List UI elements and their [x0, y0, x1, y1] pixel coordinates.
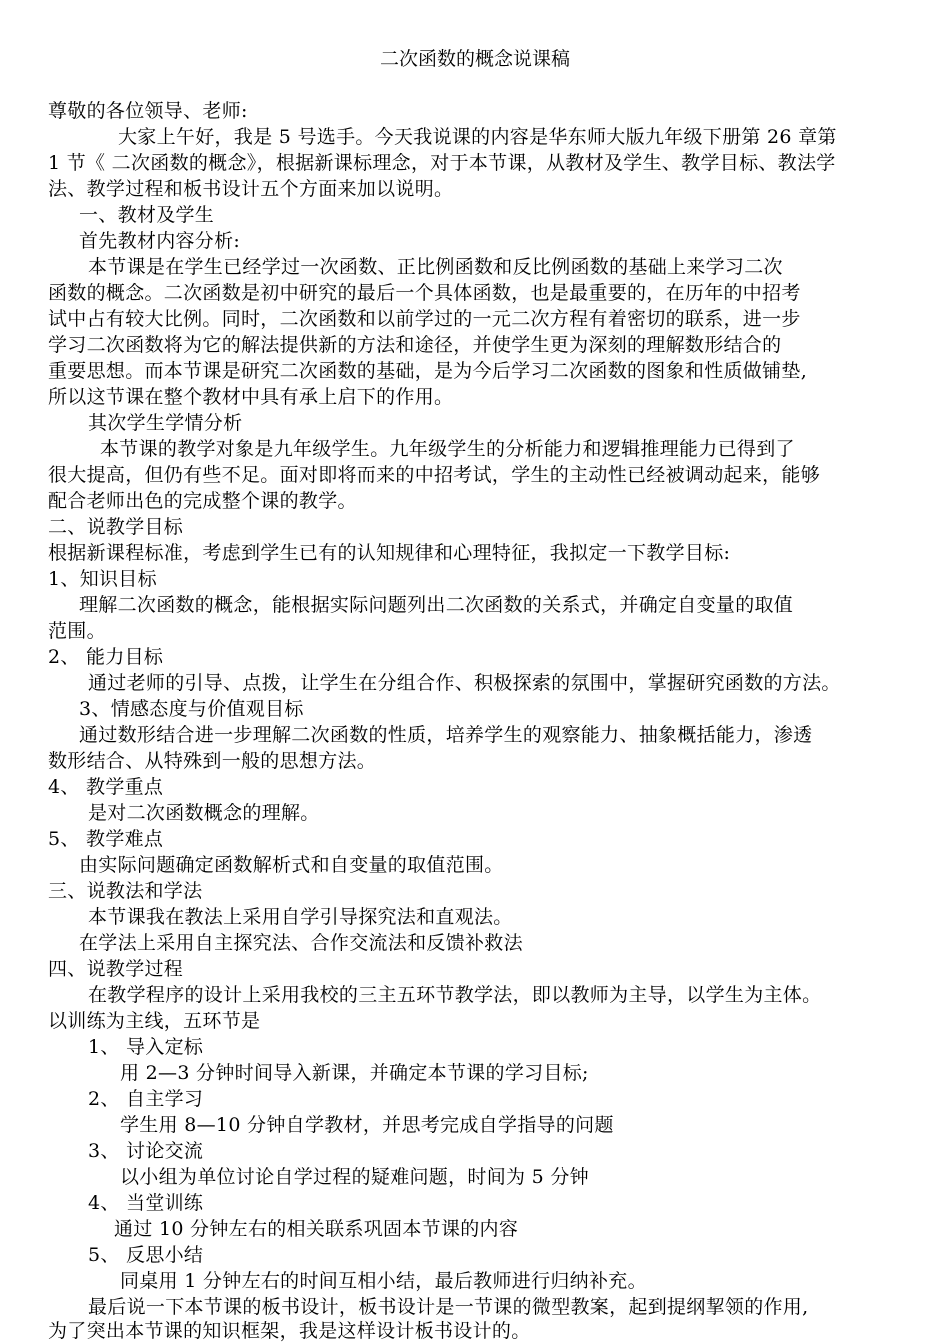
list-heading: 2、 能力目标 [48, 646, 164, 668]
paragraph-line: 用 2—3 分钟时间导入新课，并确定本节课的学习目标; [120, 1062, 589, 1084]
paragraph-line: 所以这节课在整个教材中具有承上启下的作用。 [48, 386, 454, 408]
document-title: 二次函数的概念说课稿 [379, 48, 570, 70]
paragraph-line: 以训练为主线，五环节是 [48, 1010, 261, 1032]
salutation: 尊敬的各位领导、老师: [48, 100, 248, 122]
list-heading: 4、 教学重点 [48, 776, 164, 798]
paragraph-line: 为了突出本节课的知识框架，我是这样设计板书设计的。 [48, 1320, 531, 1342]
paragraph-line: 1 节《 二次函数的概念》，根据新课标理念，对于本节课，从教材及学生、教学目标、教法学 [48, 152, 836, 174]
paragraph-line: 函数的概念。二次函数是初中研究的最后一个具体函数，也是最重要的，在历年的中招考 [48, 282, 801, 304]
paragraph-line: 在教学程序的设计上采用我校的三主五环节教学法，即以教师为主导，以学生为主体。 [88, 984, 822, 1006]
paragraph-line: 以小组为单位讨论自学过程的疑难问题，时间为 5 分钟 [120, 1166, 589, 1188]
paragraph-line: 配合老师出色的完成整个课的教学。 [48, 490, 357, 512]
list-heading: 1、知识目标 [48, 568, 157, 590]
list-heading: 3、 讨论交流 [88, 1140, 204, 1162]
list-heading: 5、 教学难点 [48, 828, 164, 850]
paragraph-line: 本节课的教学对象是九年级学生。九年级学生的分析能力和逻辑推理能力已得到了 [100, 438, 795, 460]
paragraph-line: 数形结合、从特殊到一般的思想方法。 [48, 750, 377, 772]
section-heading: 四、说教学过程 [48, 958, 184, 980]
paragraph-line: 学生用 8—10 分钟自学教材，并思考完成自学指导的问题 [120, 1114, 614, 1136]
list-heading: 5、 反思小结 [88, 1244, 204, 1266]
paragraph-line: 重要思想。而本节课是研究二次函数的基础，是为今后学习二次函数的图象和性质做铺垫, [48, 360, 808, 382]
list-heading: 1、 导入定标 [88, 1036, 204, 1058]
paragraph-line: 本节课我在教法上采用自学引导探究法和直观法。 [88, 906, 513, 928]
section-heading: 一、教材及学生 [79, 204, 215, 226]
list-heading: 4、 当堂训练 [88, 1192, 204, 1214]
paragraph-line: 范围。 [48, 620, 106, 642]
paragraph-line: 大家上午好，我是 5 号选手。今天我说课的内容是华东师大版九年级下册第 26 章第 [118, 126, 837, 148]
paragraph-line: 是对二次函数概念的理解。 [88, 802, 320, 824]
paragraph-line: 最后说一下本节课的板书设计，板书设计是一节课的微型教案，起到提纲挈领的作用, [88, 1296, 809, 1318]
paragraph-line: 很大提高，但仍有些不足。面对即将而来的中招考试，学生的主动性已经被调动起来，能够 [48, 464, 821, 486]
paragraph-line: 理解二次函数的概念，能根据实际问题列出二次函数的关系式，并确定自变量的取值 [79, 594, 794, 616]
list-heading: 3、情感态度与价值观目标 [79, 698, 304, 720]
paragraph-line: 通过老师的引导、点拨，让学生在分组合作、积极探索的氛围中，掌握研究函数的方法。 [88, 672, 841, 694]
section-heading: 二、说教学目标 [48, 516, 184, 538]
section-heading: 三、说教法和学法 [48, 880, 203, 902]
subsection-heading: 首先教材内容分析: [79, 230, 241, 252]
paragraph-line: 试中占有较大比例。同时，二次函数和以前学过的一元二次方程有着密切的联系，进一步 [48, 308, 801, 330]
list-heading: 2、 自主学习 [88, 1088, 204, 1110]
paragraph-line: 根据新课程标准，考虑到学生已有的认知规律和心理特征，我拟定一下教学目标: [48, 542, 731, 564]
paragraph-line: 通过 10 分钟左右的相关联系巩固本节课的内容 [114, 1218, 519, 1240]
paragraph-line: 在学法上采用自主探究法、合作交流法和反馈补救法 [79, 932, 523, 954]
subsection-heading: 其次学生学情分析 [88, 412, 243, 434]
paragraph-line: 法、教学过程和板书设计五个方面来加以说明。 [48, 178, 454, 200]
paragraph-line: 由实际问题确定函数解析式和自变量的取值范围。 [79, 854, 504, 876]
paragraph-line: 学习二次函数将为它的解法提供新的方法和途径，并使学生更为深刻的理解数形结合的 [48, 334, 782, 356]
paragraph-line: 同桌用 1 分钟左右的时间互相小结，最后教师进行归纳补充。 [120, 1270, 647, 1292]
paragraph-line: 通过数形结合进一步理解二次函数的性质，培养学生的观察能力、抽象概括能力，渗透 [79, 724, 813, 746]
paragraph-line: 本节课是在学生已经学过一次函数、正比例函数和反比例函数的基础上来学习二次 [88, 256, 783, 278]
